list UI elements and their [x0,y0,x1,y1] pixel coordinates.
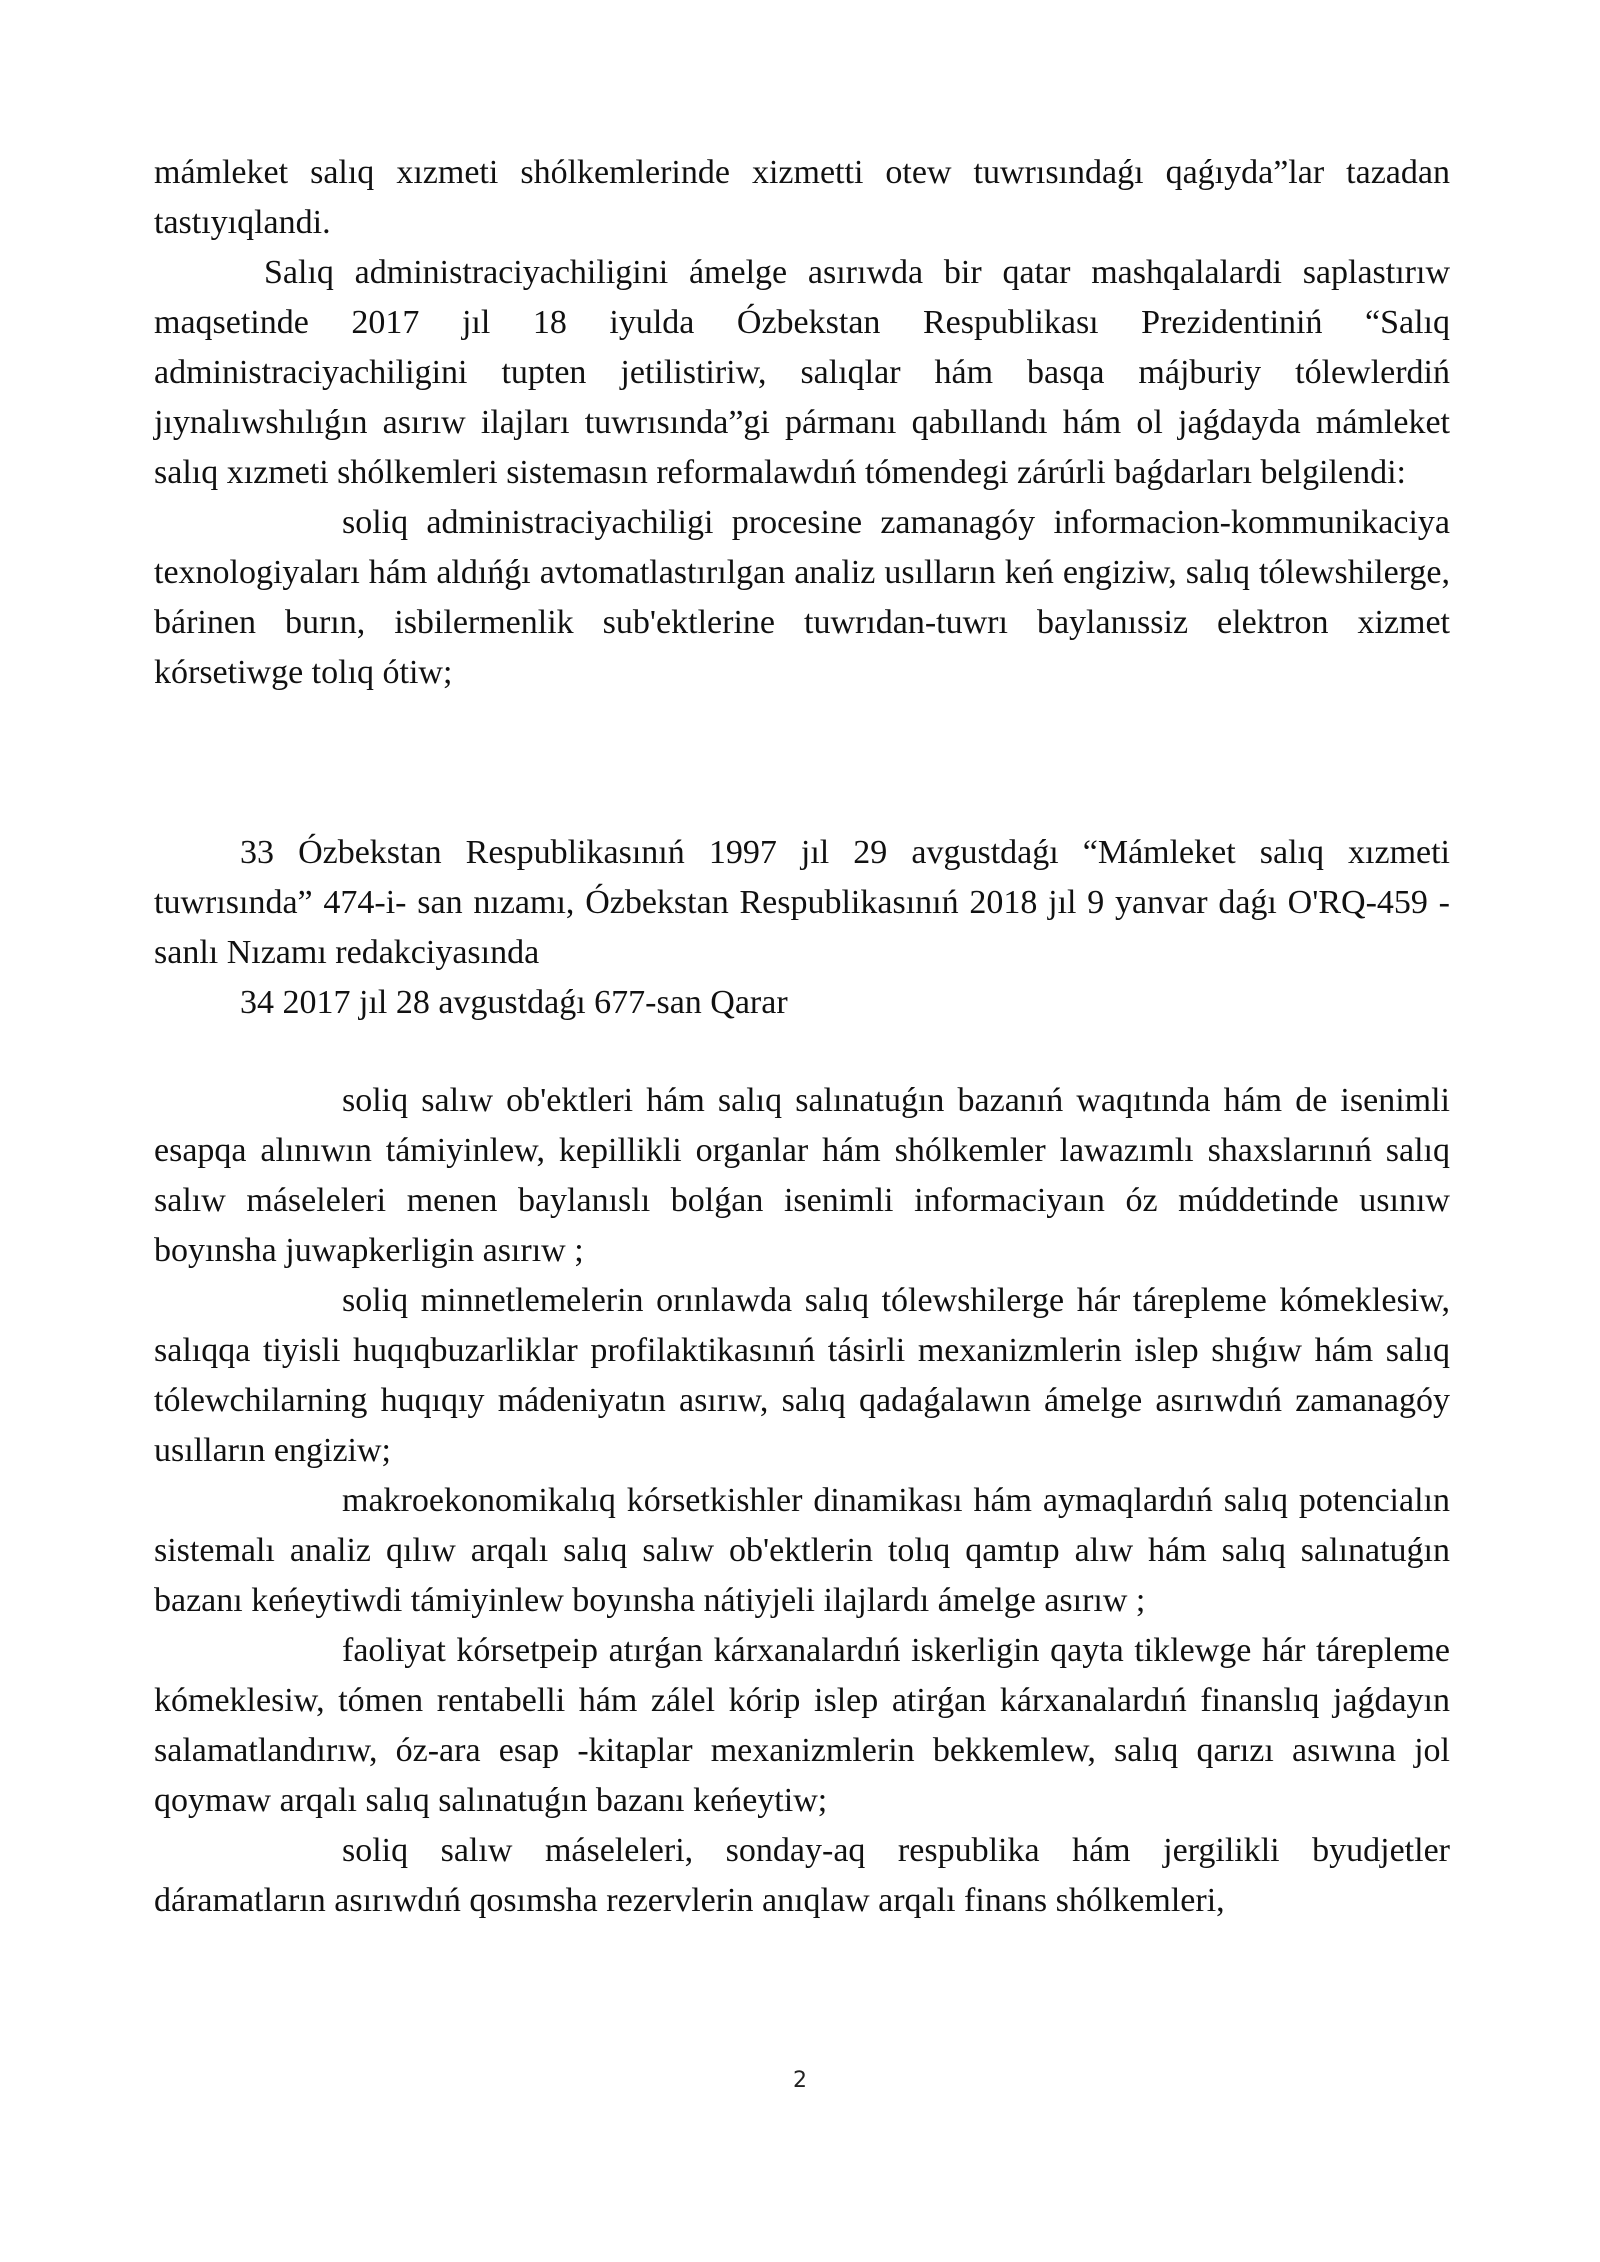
paragraph-continuation: mámleket salıq xızmeti shólkemlerinde xizmetti otew tuwrısındaǵı qaǵıyda”lar tazadan tastıyıqlandi. [154,154,1450,241]
footnote-34: 34 2017 jıl 28 avgustdaǵı 677-san Qarar [240,984,788,1021]
page-number: 2 [793,2068,807,2093]
document-page [154,148,1450,1926]
paragraph-tax-administration: Salıq administraciyachiligini ámelge asırıwda bir qatar mashqalalardi saplastırıw maqsetinde 2017 jıl 18 iyulda Ózbekstan Respublikası Prezidentiniń “Salıq administraciyachiligini tupten jetilistiriw, salıqlar hám basqa májburiy tólewlerdiń jıynalıwshılıǵın asırıw ilajları tuwrısında”gi pármanı qabıllandı hám ol jaǵdayda mámleket salıq xızmeti shólkemleri sistemasın reformalawdıń tómendegi zárúrli baǵdarları belgilendi: [154,254,1450,491]
paragraph-list-item: soliq salıw máseleleri, sonday-aq respublika hám jergilikli byudjetler dáramatların asırıwdıń qosımsha rezervlerin anıqlaw arqalı finans shólkemleri, [154,1832,1450,1919]
footnote-33: 33 Ózbekstan Respublikasınıń 1997 jıl 29 avgustdaǵı “Mámleket salıq xızmeti tuwrısında” 474-i- san nızamı, Ózbekstan Respublikasınıń 2018 jıl 9 yanvar daǵı O'RQ-459 - sanlı Nızamı redakciyasında [154,834,1450,971]
paragraph-list-item: faoliyat kórsetpeip atırǵan kárxanalardıń iskerligin qayta tiklewge hár tárepleme kómeklesiw, tómen rentabelli hám zálel kórip islep atirǵan kárxanalardıń finanslıq jaǵdayın salamatlandırıw, óz-ara esap -kitaplar mexanizmlerin bekkemlew, salıq qarızı asıwına jol qoymaw arqalı salıq salınatuǵın bazanı keńeytiw; [154,1632,1450,1819]
paragraph-list-item: soliq minnetlemelerin orınlawda salıq tólewshilerge hár tárepleme kómeklesiw, salıqqa tiyisli huqıqbuzarliklar profilaktikasınıń tásirli mexanizmlerin islep shıǵıw hám salıq tólewchilarning huqıqıy mádeniyatın asırıw, salıq qadaǵalawın ámelge asırıwdıń zamanagóy usılların engiziw; [154,1282,1450,1469]
paragraph-list-item: soliq salıw ob'ektleri hám salıq salınatuǵın bazanıń waqıtında hám de isenimli esapqa alınıwın támiyinlew, kepillikli organlar hám shólkemler lawazımlı shaxslarınıń salıq salıw máseleleri menen baylanıslı bolǵan isenimli informaciyaın óz múddetinde usınıw boyınsha juwapkerligin asırıw ; [154,1082,1450,1269]
spacer [154,1028,1450,1076]
paragraph-list-item: soliq administraciyachiligi procesine zamanagóy informacion-kommunikaciya texnologiyaları hám aldıńǵı avtomatlastırılgan analiz usılların keń engiziw, salıq tólewshilerge, bárinen burın, isbilermenlik sub'ektlerine tuwrıdan-tuwrı baylanıssiz elektron xizmet kórsetiwge tolıq ótiw; [154,504,1450,691]
paragraph-list-item: makroekonomikalıq kórsetkishler dinamikası hám aymaqlardıń salıq potencialın sistemalı analiz qılıw arqalı salıq salıw ob'ektlerin tolıq qamtıp alıw hám salıq salınatuǵın bazanı keńeytiwdi támiyinlew boyınsha nátiyjeli ilajlardı ámelge asırıw ; [154,1482,1450,1619]
spacer [154,698,1450,828]
